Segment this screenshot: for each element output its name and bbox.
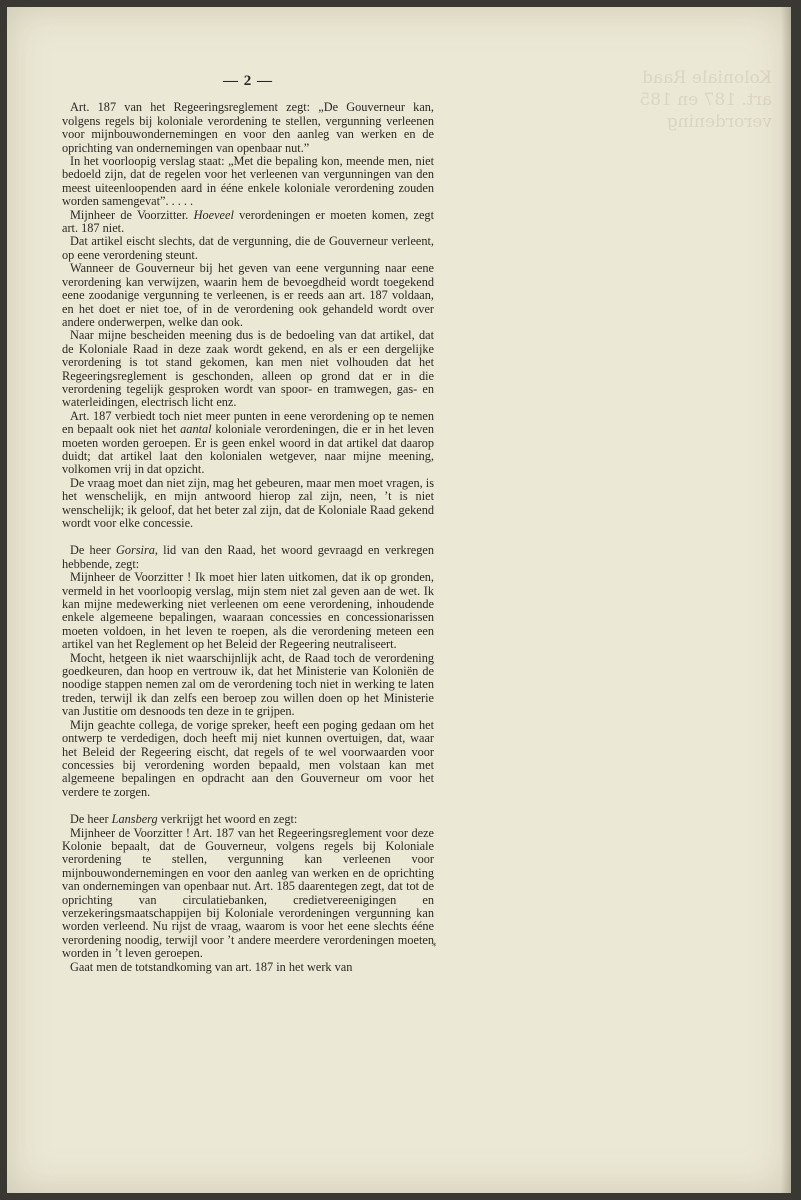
paragraph: Dat artikel eischt slechts, dat de vergunning, die de Gouverneur verleent, op eene verordening steunt. [62, 234, 434, 262]
paragraph: Mijnheer de Voorzitter. Hoeveel verordeningen er moeten komen, zegt art. 187 niet. [62, 207, 434, 236]
paragraph: In het voorloopig verslag staat: „Met die bepaling kon, meende men, niet bedoeld zijn, dat de regelen voor het verleenen van vergunningen van den meest uiteenloopenden aard in ééne enkele koloniale verordening zouden worden samengevat”. . . . . [62, 154, 434, 209]
italic-name: Hoeveel [193, 207, 234, 222]
document-body [62, 75, 434, 974]
italic-name: aantal [180, 422, 212, 437]
italic-name: Lansberg [111, 812, 158, 827]
paragraph: Art. 187 van het Regeeringsreglement zegt: „De Gouverneur kan, volgens regels bij koloniale verordening te stellen, vergunning verleenen voor mijnbouwondernemingen en voor den aanleg van werken en de oprichting van ondernemingen van openbaar nut.” [62, 100, 434, 155]
paragraph: Gaat men de totstandkoming van art. 187 in het werk van [70, 959, 353, 974]
paragraph: Mijn geachte collega, de vorige spreker, heeft een poging gedaan om het ontwerp te verdedigen, doch heeft mij niet kunnen overtuigen, dat, waar het Beleid der Regeering eischt, dat regels of te wel voorwaarden voor concessies bij verordening worden bepaald, men volstaan kan met algemeene bepalingen en opdracht aan den Gouverneur om voor het verdere te zorgen. [62, 717, 434, 799]
italic-name: Gorsira [115, 543, 155, 558]
paragraph: Wanneer de Gouverneur bij het geven van eene vergunning naar eene verordening kan verwijzen, waarin hem de bevoegdheid wordt toegekend eene zoodanige vergunning te verleenen, is er reeds aan art. 187 voldaan, en het doet er niet toe, of in de verordening ook gehandeld wordt over andere onderwerpen, welke dan ook. [62, 261, 434, 329]
document-page [7, 7, 791, 1193]
margin-mark: * [432, 942, 437, 952]
paragraph: Mocht, hetgeen ik niet waarschijnlijk acht, de Raad toch de verordening goedkeuren, dan hoop en vertrouw ik, dat het Ministerie van Koloniën de noodige stappen nemen zal om de verordening toch niet in werking te laten treden, terwijl ik dan zelfs een beroep zou willen doen op het Ministerie van Justitie om desnoods ten deze in te grijpen. [62, 650, 434, 719]
section-gap [62, 530, 434, 544]
paragraph: De heer Lansberg verkrijgt het woord en zegt: [70, 812, 298, 827]
paragraph: De vraag moet dan niet zijn, mag het gebeuren, maar men moet vragen, is het wenschelijk, en mijn antwoord hierop zal zijn, neen, ’t is niet wenschelijk; ik geloof, dat het beter zal zijn, dat de Koloniale Raad gekend wordt voor elke concessie. [62, 475, 434, 530]
paragraph: Naar mijne bescheiden meening dus is de bedoeling van dat artikel, dat de Koloniale Raad in deze zaak wordt gekend, en als er een dergelijke verordening is tot stand gekomen, kan men niet volhouden dat het Regeeringsreglement is geschonden, alleen op grond dat er in die verordening tegelijk gesproken wordt van spoor- en tramwegen, gas- en waterleidingen, electrisch licht enz. [62, 328, 434, 410]
paragraph: De heer Gorsira, lid van den Raad, het woord gevraagd en verkregen hebbende, zegt: [62, 543, 434, 571]
paragraph: Mijnheer de Voorzitter ! Art. 187 van het Regeeringsreglement voor deze Kolonie bepaalt, dat de Gouverneur, volgens regels bij Koloniale verordening te stellen, vergunning kan verleenen voor mijnbouwondernemingen en voor den aanleg van werken en de oprichting van ondernemingen van openbaar nut. Art. 185 daarentegen zegt, dat tot de oprichting van circulatiebanken, credietvereenigingen en verzekeringsmaatschappijen bij Koloniale verordeningen vergunning kan worden verleend. Nu rijst de vraag, waarom is voor het eene slechts ééne verordening noodig, terwijl voor ’t andere meerdere verordeningen moeten worden in ’t leven geroepen. [62, 825, 434, 961]
section-gap [62, 799, 434, 813]
page-number: — 2 — [223, 73, 273, 89]
page-edge-shadow [781, 7, 791, 1193]
paragraph: Mijnheer de Voorzitter ! Ik moet hier laten uitkomen, dat ik op gronden, vermeld in het voorloopig verslag, mijn stem niet zal geven aan de wet. Ik kan mijne medewerking niet verleenen om eene verordening, inhoudende enkele algemeene bepalingen, waaraan concessies en concessionarissen moeten voldoen, in het leven te roepen, als die verordening meteen een artikel van het Reglement op het Beleid der Regeering neutraliseert. [62, 570, 434, 652]
paragraph: Art. 187 verbiedt toch niet meer punten in eene verordening op te nemen en bepaalt ook niet het aantal koloniale verordeningen, die er in het leven moeten worden geroepen. Er is geen enkel woord in dat artikel dat daarop duidt; dat artikel laat den kolonialen wetgever, naar mijne meening, volkomen vrij in dat opzicht. [62, 408, 434, 477]
bleed-through-text: Koloniale Raad art. 187 en 185 verordening [639, 68, 772, 132]
